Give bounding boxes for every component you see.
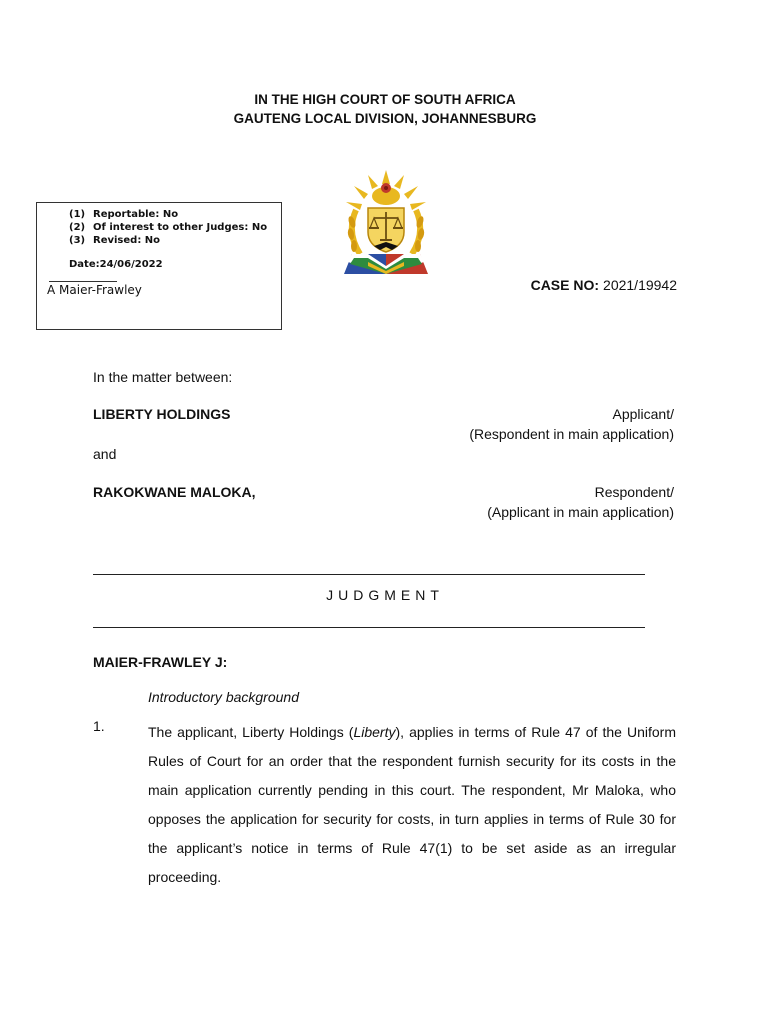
paragraph-1 — [148, 718, 676, 892]
judge-name: MAIER-FRAWLEY J: — [93, 654, 228, 670]
party1-role-line1: Applicant/ — [612, 406, 674, 422]
paragraph-1-rest: ), applies in terms of Rule 47 of the Uniform Rules of Court for an order that the respondent furnish security for its costs in the main application currently pending in this court. The respondent, Mr Maloka, who opposes the application for security for costs, in turn applies in terms of Rule 30 for the applicant’s notice in terms of Rule 47(1) to be set aside as an irregular proceeding. — [148, 724, 676, 885]
party1-role — [469, 404, 674, 444]
conjunction: and — [93, 446, 117, 462]
case-number — [531, 277, 677, 293]
matter-intro: In the matter between: — [93, 369, 233, 385]
signatory-name: A Maier-Frawley — [47, 283, 142, 297]
signature-line — [49, 281, 117, 282]
party2-name: RAKOKWANE MALOKA, — [93, 484, 256, 500]
revised-item: (3) Revised: No — [69, 235, 161, 246]
divider-top — [93, 574, 645, 575]
party2-role-line1: Respondent/ — [594, 484, 674, 500]
party2-role — [487, 482, 674, 522]
court-heading — [0, 90, 770, 128]
interest-item: (2) Of interest to other Judges: No — [69, 222, 268, 233]
divider-bottom — [93, 627, 645, 628]
paragraph-1-defined-term: Liberty — [353, 724, 396, 740]
coat-of-arms-icon — [338, 170, 434, 274]
reportable-notice-box — [36, 202, 282, 330]
case-number-label: CASE NO: — [530, 277, 600, 293]
party1-name: LIBERTY HOLDINGS — [93, 406, 231, 422]
party1-role-line2: (Respondent in main application) — [469, 426, 674, 442]
reportable-item: (1) Reportable: No — [69, 209, 179, 220]
party2-role-line2: (Applicant in main application) — [487, 504, 674, 520]
court-heading-line1: IN THE HIGH COURT OF SOUTH AFRICA — [254, 92, 516, 107]
case-number-value: 2021/19942 — [603, 277, 677, 293]
paragraph-number: 1. — [93, 718, 105, 734]
judgment-date: Date:24/06/2022 — [69, 259, 163, 270]
reportable-list — [69, 208, 267, 247]
court-heading-line2: GAUTENG LOCAL DIVISION, JOHANNESBURG — [233, 111, 537, 126]
paragraph-1-start: The applicant, Liberty Holdings ( — [148, 724, 354, 740]
judgment-title: JUDGMENT — [326, 587, 444, 603]
section-heading: Introductory background — [148, 689, 299, 705]
